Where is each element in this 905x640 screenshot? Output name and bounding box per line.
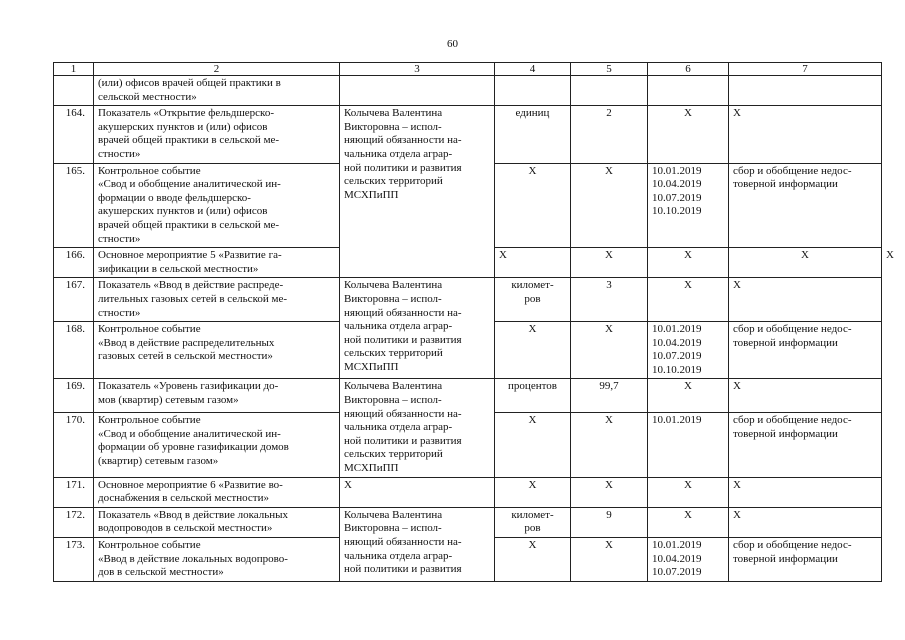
table-row <box>54 106 882 163</box>
deadline-cell <box>648 413 729 477</box>
cell-line: ной политики и развития <box>344 333 462 346</box>
deadline-cell: X <box>648 507 729 537</box>
cell-line: ров <box>524 522 541 535</box>
unit-cell <box>495 278 571 322</box>
table-row <box>54 477 882 507</box>
cell-line: сельских территорий <box>344 347 443 360</box>
value-cell: 3 <box>571 278 648 322</box>
verification-cell <box>729 163 882 248</box>
description-cell <box>94 322 340 379</box>
deadline-cell: X <box>648 278 729 322</box>
cell-line: газовых сетей в сельской местности» <box>98 350 273 363</box>
row-number-cell: 170. <box>54 413 94 477</box>
cell-line: X <box>344 478 352 491</box>
cell-line: Колычева Валентина <box>344 380 443 393</box>
cell-line: врачей общей практики в сельской ме- <box>98 134 280 147</box>
verification-cell <box>729 477 882 507</box>
description-cell <box>94 76 340 106</box>
cell-line: чальника отдела аграр- <box>344 549 453 562</box>
cell-line: сбор и обобщение недос- <box>733 414 852 427</box>
cell-line: X <box>733 279 741 292</box>
value-cell <box>571 76 648 106</box>
row-number-cell: 165. <box>54 163 94 248</box>
cell-line: 10.01.2019 <box>652 539 702 551</box>
table-row: 166. Основное мероприятие 5 «Развитие га- зификации в сельской местности» X X X X X <box>54 248 882 278</box>
verification-cell <box>729 379 882 413</box>
description-cell <box>94 163 340 248</box>
cell-line: Показатель «Ввод в действие локальных <box>98 508 289 521</box>
cell-line: Основное мероприятие 5 «Развитие га- <box>98 249 282 262</box>
executor-cell <box>340 278 495 379</box>
cell-line: водопроводов в сельской местности» <box>98 522 273 535</box>
header-cell: 1 <box>54 63 94 76</box>
cell-line: сбор и обобщение недос- <box>733 539 852 551</box>
page-number: 60 <box>447 38 458 50</box>
cell-line: доснабжения в сельской местности» <box>98 492 269 505</box>
cell-line: товерной информации <box>733 178 838 191</box>
row-number-cell: 167. <box>54 278 94 322</box>
cell-line: Основное мероприятие 6 «Развитие во- <box>98 478 283 491</box>
cell-line: няющий обязанности на- <box>344 134 462 147</box>
header-row <box>54 63 882 76</box>
cell-line: чальника отдела аграр- <box>344 421 453 434</box>
cell-line: дов в сельской местности» <box>98 566 224 579</box>
cell-line: Контрольное событие <box>98 414 201 427</box>
cell-line: сбор и обобщение недос- <box>733 164 852 177</box>
cell-line: Контрольное событие <box>98 323 201 336</box>
cell-line: X <box>499 249 507 262</box>
verification-cell <box>729 413 882 477</box>
header-cell: 6 <box>648 63 729 76</box>
cell-line: ной политики и развития <box>344 161 462 174</box>
cell-line: няющий обязанности на- <box>344 306 462 319</box>
cell-line: няющий обязанности на- <box>344 536 462 548</box>
verification-cell <box>729 507 882 537</box>
cell-line: Показатель «Ввод в действие распреде- <box>98 279 284 292</box>
deadline-cell <box>648 538 729 582</box>
cell-line: ров <box>524 292 541 305</box>
cell-line: 10.07.2019 <box>652 191 702 204</box>
description-cell <box>94 278 340 322</box>
header-cell: 5 <box>571 63 648 76</box>
executor-cell <box>340 379 495 477</box>
cell-line: 10.04.2019 <box>652 178 702 191</box>
cell-line: ной политики и развития <box>344 434 462 447</box>
cell-line: Викторовна – испол- <box>344 120 442 133</box>
deadline-cell <box>648 322 729 379</box>
row-number-cell: 169. <box>54 379 94 413</box>
cell-line: формации об уровне газификации домов <box>98 441 289 454</box>
value-cell: 9 <box>571 507 648 537</box>
unit-cell: X <box>495 413 571 477</box>
cell-line: Викторовна – испол- <box>344 522 442 535</box>
executor-cell <box>340 477 495 507</box>
cell-line: 10.07.2019 <box>652 566 702 579</box>
executor-cell <box>340 106 495 278</box>
deadline-cell <box>648 163 729 248</box>
header-cell: 3 <box>340 63 495 76</box>
cell-line: Колычева Валентина <box>344 279 443 292</box>
row-number-cell: 172. <box>54 507 94 537</box>
cell-line: МСХПиПП <box>344 188 399 201</box>
unit-cell: X <box>571 248 648 278</box>
cell-line: 10.04.2019 <box>652 552 702 565</box>
value-cell: X <box>571 477 648 507</box>
cell-line: стности» <box>98 232 141 245</box>
cell-line: Показатель «Открытие фельдшерско- <box>98 107 274 120</box>
cell-line: X <box>733 508 741 521</box>
row-number-cell: 173. <box>54 538 94 582</box>
table-row <box>54 76 882 106</box>
cell-line: сельской местности» <box>98 90 197 103</box>
header-cell: 7 <box>729 63 882 76</box>
description-cell <box>94 477 340 507</box>
row-number-cell: 166. <box>54 248 94 278</box>
cell-line: «Ввод в действие распределительных <box>98 336 275 349</box>
unit-cell <box>495 76 571 106</box>
cell-line: стности» <box>98 147 141 160</box>
unit-cell: X <box>495 477 571 507</box>
description-cell <box>94 379 340 413</box>
header-cell: 4 <box>495 63 571 76</box>
cell-line: Викторовна – испол- <box>344 394 442 407</box>
cell-line: акушерских пунктов и (или) офисов <box>98 120 268 133</box>
executor-cell <box>340 507 495 581</box>
table-row <box>54 507 882 537</box>
unit-cell: единиц <box>495 106 571 163</box>
value-cell: X <box>571 322 648 379</box>
cell-line: километ- <box>511 508 554 521</box>
cell-line: мов (квартир) сетевым газом» <box>98 394 239 407</box>
cell-line: формации о вводе фельдшерско- <box>98 191 251 204</box>
unit-cell: X <box>495 322 571 379</box>
cell-line: чальника отдела аграр- <box>344 147 453 160</box>
cell-line: сельских территорий <box>344 448 443 461</box>
cell-line: врачей общей практики в сельской ме- <box>98 218 280 231</box>
cell-line: товерной информации <box>733 427 838 440</box>
unit-cell: X <box>495 163 571 248</box>
value-cell: X <box>571 413 648 477</box>
deadline-cell: X <box>729 248 882 278</box>
cell-line: (квартир) сетевым газом» <box>98 455 219 468</box>
deadline-cell: X <box>648 477 729 507</box>
cell-line: 10.10.2019 <box>652 363 702 376</box>
cell-line: Колычева Валентина <box>344 107 443 120</box>
verification-cell <box>729 106 882 163</box>
verification-cell <box>729 278 882 322</box>
description-cell <box>94 538 340 582</box>
description-cell <box>94 413 340 477</box>
cell-line: Контрольное событие <box>98 164 201 177</box>
unit-cell: процентов <box>495 379 571 413</box>
value-cell: X <box>571 163 648 248</box>
cell-line: «Ввод в действие локальных водопрово- <box>98 552 288 565</box>
description-cell <box>94 507 340 537</box>
cell-line: няющий обязанности на- <box>344 407 462 420</box>
cell-line: «Свод и обобщение аналитической ин- <box>98 427 281 440</box>
cell-line: сбор и обобщение недос- <box>733 323 852 336</box>
cell-line: Контрольное событие <box>98 539 201 551</box>
cell-line: МСХПиПП <box>344 462 399 475</box>
cell-line: МСХПиПП <box>344 360 399 373</box>
description-cell <box>94 106 340 163</box>
cell-line: 10.01.2019 <box>652 414 702 427</box>
row-number-cell: 168. <box>54 322 94 379</box>
verification-cell <box>729 322 882 379</box>
cell-line: X <box>733 380 741 393</box>
cell-line: товерной информации <box>733 336 838 349</box>
cell-line: километ- <box>511 279 554 292</box>
cell-line: X <box>733 107 741 120</box>
cell-line: ной политики и развития <box>344 563 462 576</box>
cell-line: X <box>733 478 741 491</box>
deadline-cell <box>648 76 729 106</box>
value-cell: X <box>648 248 729 278</box>
cell-line: стности» <box>98 306 141 319</box>
table-row <box>54 278 882 322</box>
deadline-cell: X <box>648 379 729 413</box>
value-cell: 2 <box>571 106 648 163</box>
verification-cell <box>729 538 882 582</box>
cell-line: товерной информации <box>733 552 838 565</box>
cell-line: сельских территорий <box>344 175 443 188</box>
cell-line: 10.04.2019 <box>652 336 702 349</box>
row-number-cell: 171. <box>54 477 94 507</box>
row-number-cell: 164. <box>54 106 94 163</box>
cell-line: (или) офисов врачей общей практики в <box>98 77 281 89</box>
cell-line: зификации в сельской местности» <box>98 262 259 275</box>
cell-line: Показатель «Уровень газификации до- <box>98 380 279 393</box>
unit-cell <box>495 507 571 537</box>
cell-line: акушерских пунктов и (или) офисов <box>98 205 268 218</box>
unit-cell: X <box>495 538 571 582</box>
table-row <box>54 379 882 413</box>
deadline-cell: X <box>648 106 729 163</box>
cell-line: Викторовна – испол- <box>344 292 442 305</box>
plan-table <box>53 62 894 582</box>
cell-line: Колычева Валентина <box>344 508 443 521</box>
executor-cell <box>340 76 495 106</box>
row-number-cell <box>54 76 94 106</box>
cell-line: 10.01.2019 <box>652 164 702 177</box>
value-cell: 99,7 <box>571 379 648 413</box>
description-cell <box>94 248 340 278</box>
cell-line: лительных газовых сетей в сельской ме- <box>98 292 287 305</box>
cell-line: 10.01.2019 <box>652 323 702 336</box>
verification-cell <box>729 76 882 106</box>
cell-line: 10.07.2019 <box>652 350 702 363</box>
header-cell: 2 <box>94 63 340 76</box>
cell-line: 10.10.2019 <box>652 205 702 218</box>
value-cell: X <box>571 538 648 582</box>
cell-line: чальника отдела аграр- <box>344 320 453 333</box>
executor-cell <box>495 248 571 278</box>
cell-line: «Свод и обобщение аналитической ин- <box>98 178 281 191</box>
